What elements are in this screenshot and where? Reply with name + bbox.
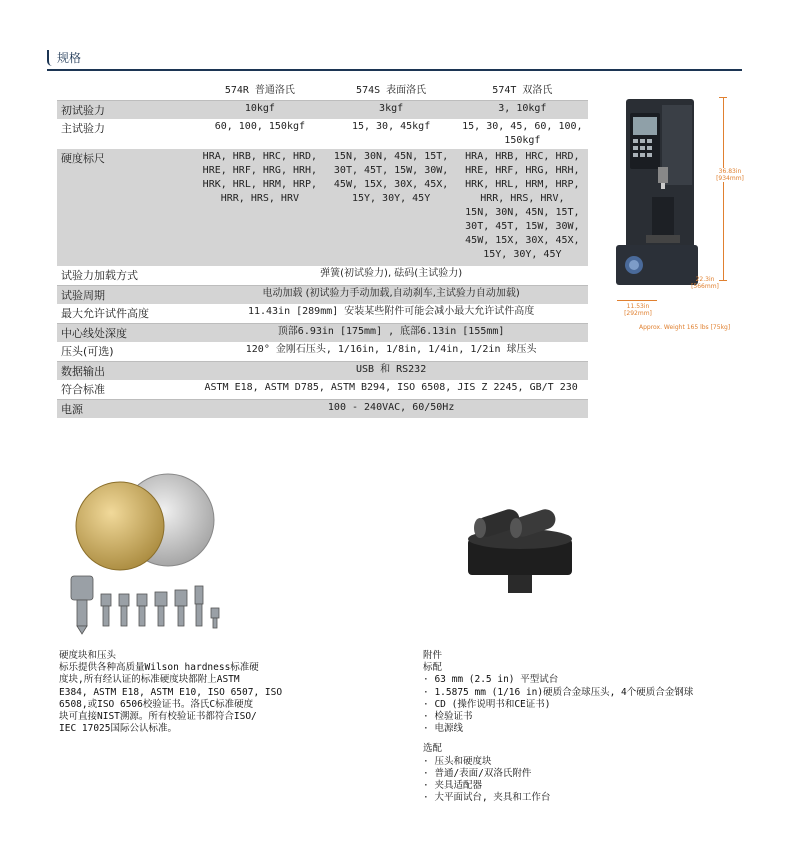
height-label: 36.83in [934mm] — [712, 168, 748, 182]
width-dimension-line — [617, 300, 657, 301]
list-item: · 电源线 — [423, 723, 463, 735]
accessories-title: 附件 — [423, 650, 443, 661]
list-item: · 普通/表面/双洛氏附件 — [423, 767, 532, 779]
spec-table — [57, 81, 588, 418]
section-header — [47, 47, 742, 71]
row-label: 最大允许试件高度 — [61, 307, 149, 320]
hardness-tester-image — [612, 97, 702, 291]
model-574s: 574S 表面洛氏 — [356, 85, 427, 96]
table-row: 硬度标尺 HRA, HRB, HRC, HRD, HRE, HRF, HRG, HRH, HRK, HRL, HRM, HRP, HRR, HRS, HRV 15N, 30N, 45N, 15T, 30T, 45T, 15W, 30W, 45W, 15X, 30X, 45X, 15Y, 30Y, 45Y HRA, HRB, HRC, HRD, HRE, HRF, HRG, HRH, HRK, HRL, HRM, HRP, HRR, HRS, HRV, 15N, 30N, 45N, 15T, 30T, 45T, 15W, 30W, 45W, 15X, 30X, 45X, 15Y, 30Y, 45Y — [57, 149, 588, 266]
list-item: · 压头和硬度块 — [423, 755, 492, 767]
accessories-list — [423, 650, 693, 804]
width-label: 11.53in [292mm] — [624, 303, 652, 317]
section-title: 规格 — [57, 51, 82, 65]
weight-note: Approx. Weight 165 lbs [75kg] — [639, 324, 731, 331]
table-row: 初试验力 10kgf 3kgf 3, 10kgf — [57, 100, 588, 119]
row-label: 符合标准 — [61, 383, 105, 396]
height-dimension-line — [723, 97, 724, 280]
list-item: · 夹具适配器 — [423, 780, 482, 792]
v-anvil-fixture-image — [460, 495, 580, 605]
row-label: 电源 — [61, 402, 83, 416]
table-row: 中心线处深度 顶部6.93in [175mm] , 底部6.13in [155mm] — [57, 323, 588, 342]
list-item: · 63 mm (2.5 in) 平型试台 — [423, 674, 559, 686]
list-item: · 大平面试台, 夹具和工作台 — [423, 792, 551, 804]
list-item: · 1.5875 mm (1/16 in)硬质合金球压头, 4个硬质合金钢球 — [423, 686, 694, 698]
row-label: 试验力加载方式 — [61, 269, 138, 282]
table-row: 试验力加载方式 弹簧(初试验力), 砝码(主试验力) — [57, 266, 588, 285]
table-row: 电源 100 - 240VAC, 60/50Hz — [57, 399, 588, 418]
table-row: 最大允许试件高度 11.43in [289mm] 安装某些附件可能会减小最大允许试件高度 — [57, 304, 588, 323]
optional-title: 选配 — [423, 743, 443, 755]
table-row: 压头(可选) 120° 金刚石压头, 1/16in, 1/8in, 1/4in, 1/2in 球压头 — [57, 342, 588, 361]
section-marker — [47, 50, 52, 66]
table-row: 试验周期 电动加载 (初试验力手动加载,自动刹车,主试验力自动加载) — [57, 285, 588, 304]
standard-title: 标配 — [423, 662, 443, 674]
table-header-row — [57, 81, 588, 100]
row-label: 初试验力 — [61, 103, 105, 117]
row-label: 硬度标尺 — [61, 152, 105, 165]
row-label: 试验周期 — [61, 288, 105, 302]
hardness-blocks-image — [70, 472, 220, 572]
blocks-title: 硬度块和压头 — [59, 650, 117, 661]
model-574r: 574R 普通洛氏 — [224, 85, 295, 96]
table-row: 主试验力 60, 100, 150kgf 15, 30, 45kgf 15, 30, 45, 60, 100, 150kgf — [57, 119, 588, 149]
row-label: 数据输出 — [61, 364, 105, 378]
row-label: 压头(可选) — [61, 345, 114, 358]
table-row: 数据输出 USB 和 RS232 — [57, 361, 588, 380]
indenters-image — [65, 572, 225, 636]
model-574t: 574T 双洛氏 — [492, 85, 553, 96]
list-item: · CD (操作说明书和CE证书) — [423, 698, 551, 710]
row-label: 中心线处深度 — [61, 326, 127, 340]
depth-label: 22.3in [566mm] — [691, 276, 719, 290]
blocks-description: 硬度块和压头 标乐提供各种高质量Wilson hardness标准硬 度块,所有经认证的标准硬度块都附上ASTM E384, ASTM E18, ASTM E10, ISO 6507, ISO 6508,或ISO 6506校验证书。洛氏C标准硬度 块可直接NIST溯源。所有校验证书都符合ISO/ IEC 17025国际公认标准。 — [59, 650, 283, 735]
list-item: · 检验证书 — [423, 711, 473, 723]
row-label: 主试验力 — [61, 122, 105, 135]
table-row: 符合标准 ASTM E18, ASTM D785, ASTM B294, ISO 6508, JIS Z 2245, GB/T 230 — [57, 380, 588, 399]
